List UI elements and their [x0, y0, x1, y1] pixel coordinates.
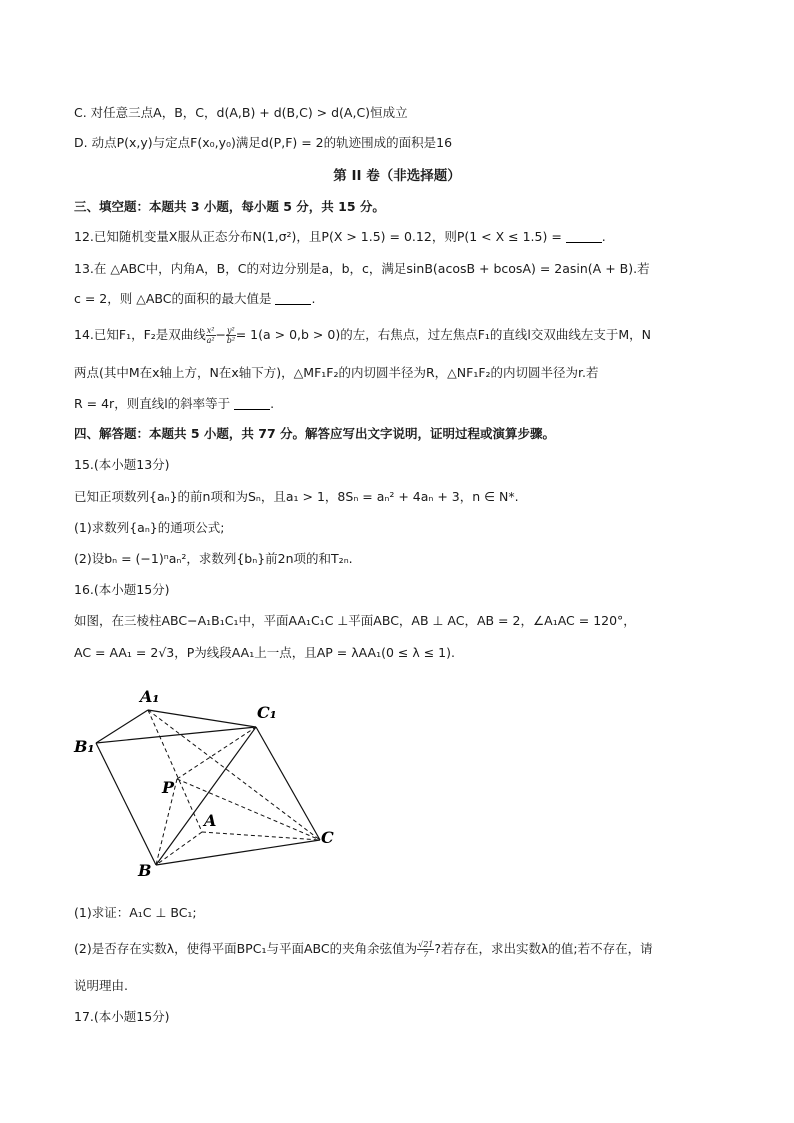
edge-b1-b [96, 743, 156, 865]
label-c: C [321, 828, 334, 847]
q15-part2: (2)设bₙ = (−1)ⁿaₙ²，求数列{bₙ}前2n项的和T₂ₙ. [74, 551, 353, 566]
label-p: P [162, 778, 175, 797]
edge-c1-c [256, 727, 320, 840]
q15-title: 15.(本小题13分) [74, 457, 170, 472]
q16-part2-suffix: ?若存在，求出实数λ的值;若不存在，请 [434, 941, 653, 956]
q16-part2-line1 [74, 940, 653, 959]
option-c: C. 对任意三点A，B，C，d(A,B) + d(B,C) > d(A,C)恒成立 [74, 105, 408, 120]
q16-frac-num: √21 [418, 940, 434, 949]
question-14-line1 [74, 326, 651, 345]
option-d: D. 动点P(x,y)与定点F(x₀,y₀)满足d(P,F) = 2的轨迹围成的面积是16 [74, 135, 453, 150]
q12-blank[interactable] [566, 229, 602, 243]
q16-stem2: AC = AA₁ = 2√3，P为线段AA₁上一点，且AP = λAA₁(0 ≤ λ ≤ 1). [74, 645, 455, 660]
q14-blank[interactable] [234, 396, 270, 410]
q13-blank[interactable] [275, 291, 311, 305]
edge-a-c [202, 832, 320, 840]
q12-text: 12.已知随机变量X服从正态分布N(1,σ²)，且P(X > 1.5) = 0.12，则P(1 < X ≤ 1.5) = [74, 229, 562, 244]
question-12 [74, 228, 606, 246]
q12-end: . [601, 229, 606, 244]
question-13-line1: 13.在 △ABC中，内角A，B，C的对边分别是a，b，c，满足sinB(acosB + bcosA) = 2asin(A + B).若 [74, 261, 650, 276]
q15-stem: 已知正项数列{aₙ}的前n项和为Sₙ，且a₁ > 1，8Sₙ = aₙ² + 4aₙ + 3，n ∈ N*. [74, 489, 519, 504]
part3-heading: 三、填空题：本题共 3 小题，每小题 5 分，共 15 分。 [74, 199, 385, 214]
q14-end: . [270, 396, 275, 411]
q14-minus: − [215, 327, 226, 342]
edge-p-c1 [177, 727, 256, 779]
q13-end: . [311, 291, 316, 306]
part4-heading: 四、解答题：本题共 5 小题，共 77 分。解答应写出文字说明，证明过程或演算步骤。 [74, 426, 556, 441]
edge-a1-c1 [148, 710, 256, 727]
question-14-line3 [74, 395, 274, 413]
q14-suffix: = 1(a > 0,b > 0)的左，右焦点，过左焦点F₁的直线l交双曲线左支于M，N [235, 327, 652, 342]
edge-b1-c1 [96, 727, 256, 743]
edge-p-c [177, 779, 320, 840]
q14-frac-x [206, 326, 216, 345]
label-b: B [138, 861, 152, 880]
label-a1: A₁ [140, 687, 160, 706]
q16-frac [417, 940, 434, 959]
q14-frac-y-num: y² [227, 326, 235, 335]
edge-b-c [156, 840, 320, 865]
section2-title: 第 II 卷（非选择题） [333, 168, 461, 184]
question-14-line2: 两点(其中M在x轴上方，N在x轴下方)，△MF₁F₂的内切圆半径为R，△NF₁F₂的内切圆半径为r.若 [74, 365, 599, 380]
q14-frac-x-num: x² [206, 326, 215, 335]
q16-title: 16.(本小题15分) [74, 582, 170, 597]
q16-part2-prefix: (2)是否存在实数λ，使得平面BPC₁与平面ABC的夹角余弦值为 [74, 941, 418, 956]
q14-frac-x-den: a² [206, 336, 215, 345]
label-b1: B₁ [74, 737, 95, 756]
question-13-line2 [74, 290, 315, 308]
q17-title: 17.(本小题15分) [74, 1009, 170, 1024]
q14-prefix: 14.已知F₁，F₂是双曲线 [74, 327, 206, 342]
q15-part1: (1)求数列{aₙ}的通项公式; [74, 520, 225, 535]
q16-frac-den: 7 [423, 950, 429, 959]
edge-a1-a [148, 710, 202, 832]
q13-line2-text: c = 2，则 △ABC的面积的最大值是 [74, 291, 272, 306]
prism-figure [70, 680, 360, 885]
q16-part1: (1)求证：A₁C ⊥ BC₁; [74, 905, 197, 920]
q16-stem1: 如图，在三棱柱ABC−A₁B₁C₁中，平面AA₁C₁C ⊥平面ABC，AB ⊥ AC，AB = 2，∠A₁AC = 120°， [74, 613, 636, 628]
label-a: A [204, 811, 217, 830]
q16-part2-line2: 说明理由. [74, 978, 128, 993]
q14-frac-y [226, 326, 236, 345]
q14-line3-text: R = 4r，则直线l的斜率等于 [74, 396, 231, 411]
q14-frac-y-den: b² [226, 336, 236, 345]
label-c1: C₁ [257, 703, 277, 722]
